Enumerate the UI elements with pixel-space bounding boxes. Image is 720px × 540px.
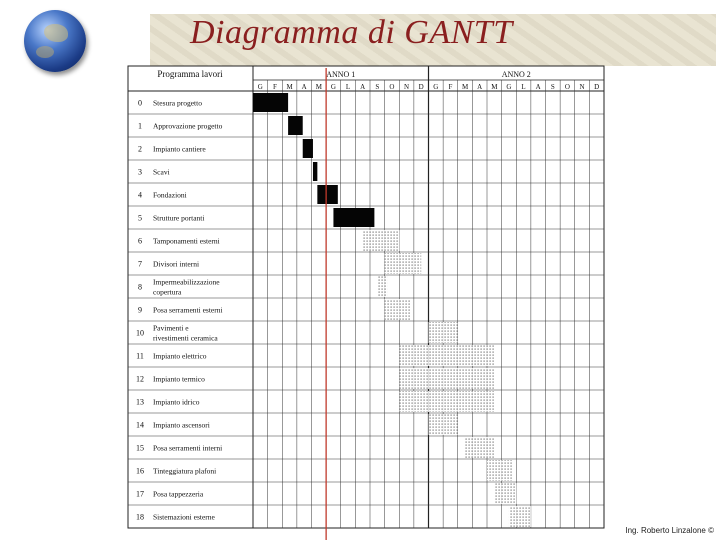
task-name: Impianto idrico	[153, 397, 200, 407]
task-bar-dotted	[509, 506, 531, 527]
task-bar-dotted	[385, 253, 422, 274]
task-number: 0	[138, 98, 142, 108]
month-tick-label: D	[594, 83, 600, 91]
task-name: Fondazioni	[153, 190, 187, 200]
task-bar-solid	[288, 116, 303, 135]
task-bar-dotted	[399, 391, 494, 412]
month-tick-label: S	[375, 83, 380, 91]
month-tick-label: M	[315, 83, 322, 91]
task-name: Stesura progetto	[153, 98, 202, 108]
task-bar-dotted	[363, 230, 400, 251]
footer-credit: Ing. Roberto Linzalone ©	[625, 526, 714, 535]
task-number: 5	[138, 213, 142, 223]
task-name: Pavimenti e	[153, 323, 189, 333]
task-name: Posa tappezzeria	[153, 489, 204, 499]
task-number: 11	[136, 351, 144, 361]
task-name: Tamponamenti esterni	[153, 236, 220, 246]
task-bar-dotted	[377, 276, 387, 297]
task-bar-solid	[333, 208, 374, 227]
month-tick-label: G	[330, 83, 336, 91]
month-tick-label: L	[345, 83, 351, 91]
month-tick-label: D	[418, 83, 424, 91]
task-bar-dotted	[385, 299, 411, 320]
task-bar-dotted	[429, 414, 458, 435]
task-name: Approvazione progetto	[153, 121, 223, 131]
task-number: 4	[138, 190, 142, 200]
task-name: Impianto elettrico	[153, 351, 207, 361]
month-tick-label: N	[579, 83, 585, 91]
month-tick-label: G	[433, 83, 439, 91]
month-tick-label: G	[506, 83, 512, 91]
task-bar-solid	[317, 185, 337, 204]
task-name: Impianto ascensori	[153, 420, 210, 430]
task-bar-dotted	[487, 460, 512, 481]
month-tick-label: N	[404, 83, 410, 91]
task-bar-solid	[303, 139, 313, 158]
task-name: Sistemazioni esterne	[153, 512, 215, 522]
task-name: Impianto cantiere	[153, 144, 206, 154]
task-bar-dotted	[399, 345, 494, 366]
header-label: Programma lavori	[157, 69, 223, 79]
task-name: Posa serramenti esterni	[153, 305, 223, 315]
task-name: Strutture portanti	[153, 213, 205, 223]
task-number: 18	[136, 512, 144, 522]
task-bar-dotted	[494, 483, 516, 504]
month-tick-label: M	[461, 83, 469, 91]
month-tick-label: M	[286, 83, 293, 91]
task-bar-solid	[313, 162, 317, 181]
task-name: Impianto termico	[153, 374, 205, 384]
year-label: ANNO 2	[501, 70, 531, 79]
task-number: 13	[136, 397, 144, 407]
task-name: rivestimenti ceramica	[153, 333, 218, 343]
task-name: Divisori interni	[153, 259, 200, 269]
month-tick-label: O	[564, 83, 570, 91]
task-name: Tinteggiatura plafoni	[153, 466, 217, 476]
month-tick-label: A	[360, 83, 366, 91]
month-tick-label: A	[477, 83, 483, 91]
task-number: 17	[136, 489, 144, 499]
month-tick-label: L	[521, 83, 526, 91]
task-name: copertura	[153, 287, 182, 297]
task-number: 9	[138, 305, 142, 315]
task-name: Impermeabilizzazione	[153, 277, 220, 287]
task-number: 2	[138, 144, 142, 154]
month-tick-label: F	[272, 83, 277, 91]
month-tick-label: F	[448, 83, 453, 91]
month-tick-label: O	[389, 83, 395, 91]
task-number: 15	[136, 443, 144, 453]
month-tick-label: G	[257, 83, 263, 91]
month-tick-label: S	[550, 83, 555, 91]
task-number: 16	[136, 466, 144, 476]
task-number: 8	[138, 282, 142, 292]
task-number: 12	[136, 374, 144, 384]
month-tick-label: A	[535, 83, 541, 91]
task-number: 3	[138, 167, 142, 177]
task-number: 7	[138, 259, 142, 269]
task-number: 14	[136, 420, 144, 430]
task-bar-dotted	[399, 368, 494, 389]
month-tick-label: M	[491, 83, 498, 91]
page-title: Diagramma di GANTT	[190, 14, 513, 51]
task-number: 6	[138, 236, 142, 246]
task-bar-dotted	[429, 322, 458, 343]
task-bar-solid	[253, 93, 288, 112]
task-number: 1	[138, 121, 142, 131]
task-name: Posa serramenti interni	[153, 443, 223, 453]
year-label: ANNO 1	[326, 70, 356, 79]
task-name: Scavi	[153, 167, 170, 177]
month-tick-label: A	[301, 83, 307, 91]
task-bar-dotted	[465, 437, 494, 458]
task-number: 10	[136, 328, 144, 338]
